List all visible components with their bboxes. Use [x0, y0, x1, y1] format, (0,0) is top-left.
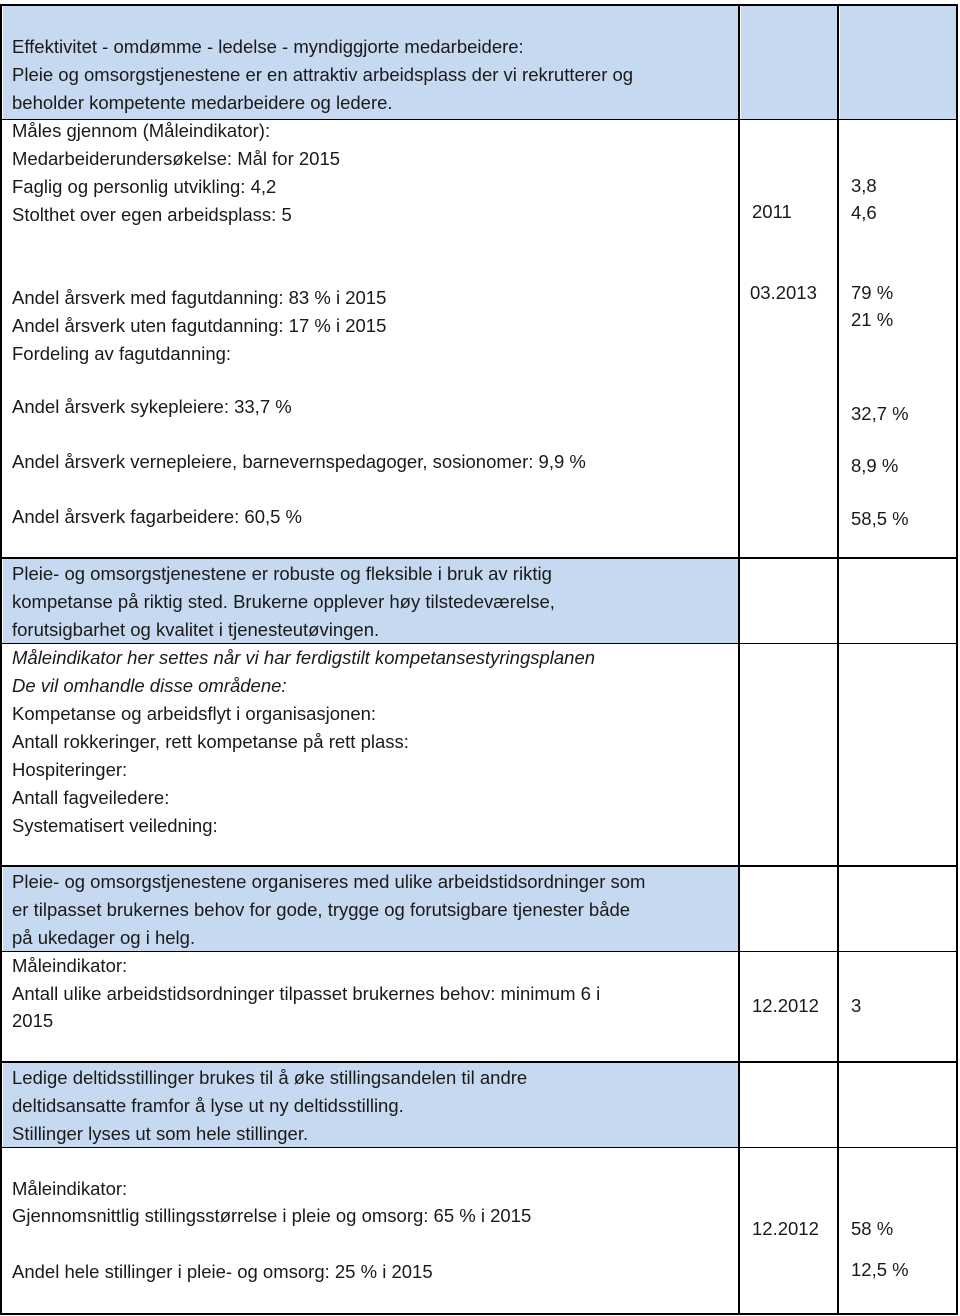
value-cell: 8,9 % [851, 455, 899, 476]
value-cell: 58,5 % [851, 508, 909, 529]
indicator-text: Andel hele stillinger i pleie- og omsorg: 25 % i 2015 [12, 1261, 433, 1282]
indicator-text: Kompetanse og arbeidsflyt i organisasjonen: [12, 703, 377, 724]
row-divider-6 [0, 1061, 958, 1063]
value-cell: 3 [851, 995, 862, 1016]
year-cell: 2011 [752, 201, 792, 222]
indicator-text: Andel årsverk vernepleiere, barnevernspedagoger, sosionomer: 9,9 % [12, 451, 586, 472]
goal-text: Effektivitet - omdømme - ledelse - myndiggjorte medarbeidere: [12, 36, 524, 57]
value-cell: 79 % [851, 282, 894, 303]
border-bottom [0, 1313, 958, 1315]
indicator-text: Andel årsverk med fagutdanning: 83 % i 2015 [12, 287, 387, 308]
indicator-text: Måleindikator: [12, 1178, 128, 1199]
indicator-text: Systematisert veiledning: [12, 815, 218, 836]
indicator-text: 2015 [12, 1010, 54, 1031]
goal-text: beholder kompetente medarbeidere og ledere. [12, 92, 393, 113]
indicator-text: Gjennomsnittlig stillingsstørrelse i pleie og omsorg: 65 % i 2015 [12, 1205, 532, 1226]
year-cell: 12.2012 [752, 1218, 819, 1239]
row-divider-2 [0, 557, 958, 559]
goal-text: Pleie og omsorgstjenestene er en attraktiv arbeidsplass der vi rekrutterer og [12, 64, 634, 85]
year-cell: 03.2013 [750, 282, 817, 303]
indicator-text: Måleindikator: [12, 955, 128, 976]
indicator-text: Antall ulike arbeidstidsordninger tilpasset brukernes behov: minimum 6 i [12, 983, 601, 1004]
goal-text: forutsigbarhet og kvalitet i tjenesteutøvingen. [12, 619, 380, 640]
border-mid-1 [738, 4, 740, 1315]
value-cell: 32,7 % [851, 403, 909, 424]
indicator-text: Hospiteringer: [12, 759, 128, 780]
goal-text: Stillinger lyses ut som hele stillinger. [12, 1123, 309, 1144]
goal-text: på ukedager og i helg. [12, 927, 196, 948]
indicator-text: Andel årsverk fagarbeidere: 60,5 % [12, 506, 303, 527]
indicator-text: Fordeling av fagutdanning: [12, 343, 232, 364]
value-cell: 58 % [851, 1218, 894, 1239]
border-right [956, 4, 958, 1315]
value-cell: 3,8 [851, 175, 877, 196]
row-divider-4 [0, 865, 958, 867]
indicator-text: Stolthet over egen arbeidsplass: 5 [12, 204, 292, 225]
goal-text: deltidsansatte framfor å lyse ut ny deltidsstilling. [12, 1095, 404, 1116]
indicator-text: Måles gjennom (Måleindikator): [12, 120, 271, 141]
goal-text: er tilpasset brukernes behov for gode, trygge og forutsigbare tjenester både [12, 899, 631, 920]
border-mid-2 [837, 4, 839, 1315]
border-top [0, 4, 958, 6]
value-cell: 12,5 % [851, 1259, 909, 1280]
value-cell: 4,6 [851, 202, 877, 223]
indicator-text: Faglig og personlig utvikling: 4,2 [12, 176, 277, 197]
indicator-text: Antall fagveiledere: [12, 787, 170, 808]
indicator-text: Medarbeiderundersøkelse: Mål for 2015 [12, 148, 341, 169]
goal-text: Ledige deltidsstillinger brukes til å øke stillingsandelen til andre [12, 1067, 528, 1088]
goal-text: Pleie- og omsorgstjenestene organiseres med ulike arbeidstidsordninger som [12, 871, 646, 892]
italic-note: Måleindikator her settes når vi har ferdigstilt kompetansestyringsplanen [12, 647, 596, 668]
value-cell: 21 % [851, 309, 894, 330]
border-left [0, 4, 2, 1315]
indicator-text: Andel årsverk sykepleiere: 33,7 % [12, 396, 292, 417]
goal-highlight-1-value [840, 6, 956, 119]
goal-highlight-1-year [741, 6, 837, 119]
indicator-text: Andel årsverk uten fagutdanning: 17 % i 2015 [12, 315, 387, 336]
indicator-text: Antall rokkeringer, rett kompetanse på rett plass: [12, 731, 409, 752]
year-cell: 12.2012 [752, 995, 819, 1016]
goal-text: kompetanse på riktig sted. Brukerne opplever høy tilstedeværelse, [12, 591, 555, 612]
goal-text: Pleie- og omsorgstjenestene er robuste og fleksible i bruk av riktig [12, 563, 552, 584]
italic-note: De vil omhandle disse områdene: [12, 675, 287, 696]
